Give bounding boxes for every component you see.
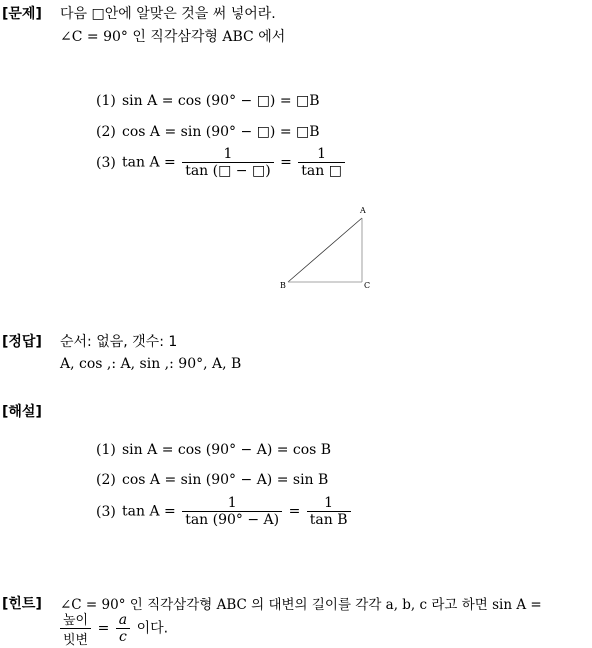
explanation-item-1: (1) sin A = cos (90° − A) = cos B	[96, 442, 332, 458]
vertex-label-c: C	[364, 281, 371, 290]
fraction-2: $\frac{1}{\tan □}$	[298, 146, 345, 179]
hint-tag: [힌트]	[2, 596, 42, 612]
problem-item-2: (2) cos A = sin (90° − □) = □B	[96, 124, 320, 140]
explanation-tag: [해설]	[2, 404, 42, 420]
fraction-2: $\frac{1}{\text{tan B}}$	[307, 495, 351, 528]
problem-tag: [문제]	[2, 6, 42, 22]
problem-item-1: (1) sin A = cos (90° − □) = □B	[96, 93, 320, 109]
explanation-item-2: (2) cos A = sin (90° − A) = sin B	[96, 472, 329, 488]
answer-meta: 순서: 없음, 갯수: 1	[60, 334, 178, 350]
vertex-label-a: A	[360, 206, 366, 215]
answer-tag: [정답]	[2, 334, 42, 350]
hint-line-2: $\frac{\text{높이}}{\text{빗변}}$ = $\frac{a}{c}$ 이다.	[58, 609, 168, 648]
hint-fraction-1: $\frac{\text{높이}}{\text{빗변}}$	[60, 609, 91, 648]
vertex-label-b: B	[280, 281, 286, 290]
problem-condition: ∠C = 90° 인 직각삼각형 ABC 에서	[60, 29, 286, 45]
problem-instruction: 다음 □안에 알맞은 것을 써 넣어라.	[60, 6, 276, 22]
fraction-1: $\frac{1}{\tan (□ - □)}$	[182, 146, 273, 179]
right-triangle-figure	[278, 204, 374, 294]
hint-line-1: ∠C = 90° 인 직각삼각형 ABC 의 대변의 길이를 각각 a, b, c 라고 하면 sin A =	[60, 597, 542, 613]
fraction-1: $\frac{1}{\tan (90^\circ - A)}$	[182, 495, 282, 528]
problem-item-3: (3) tan A = $\frac{1}{\tan (□ - □)}$ = $\frac{1}{\tan □}$	[96, 146, 347, 179]
answer-line: A, cos ,: A, sin ,: 90°, A, B	[60, 356, 242, 372]
explanation-item-3: (3) tan A = $\frac{1}{\tan (90^\circ - A)}$ = $\frac{1}{\text{tan B}}$	[96, 495, 353, 528]
hint-fraction-2: $\frac{a}{c}$	[116, 612, 130, 645]
